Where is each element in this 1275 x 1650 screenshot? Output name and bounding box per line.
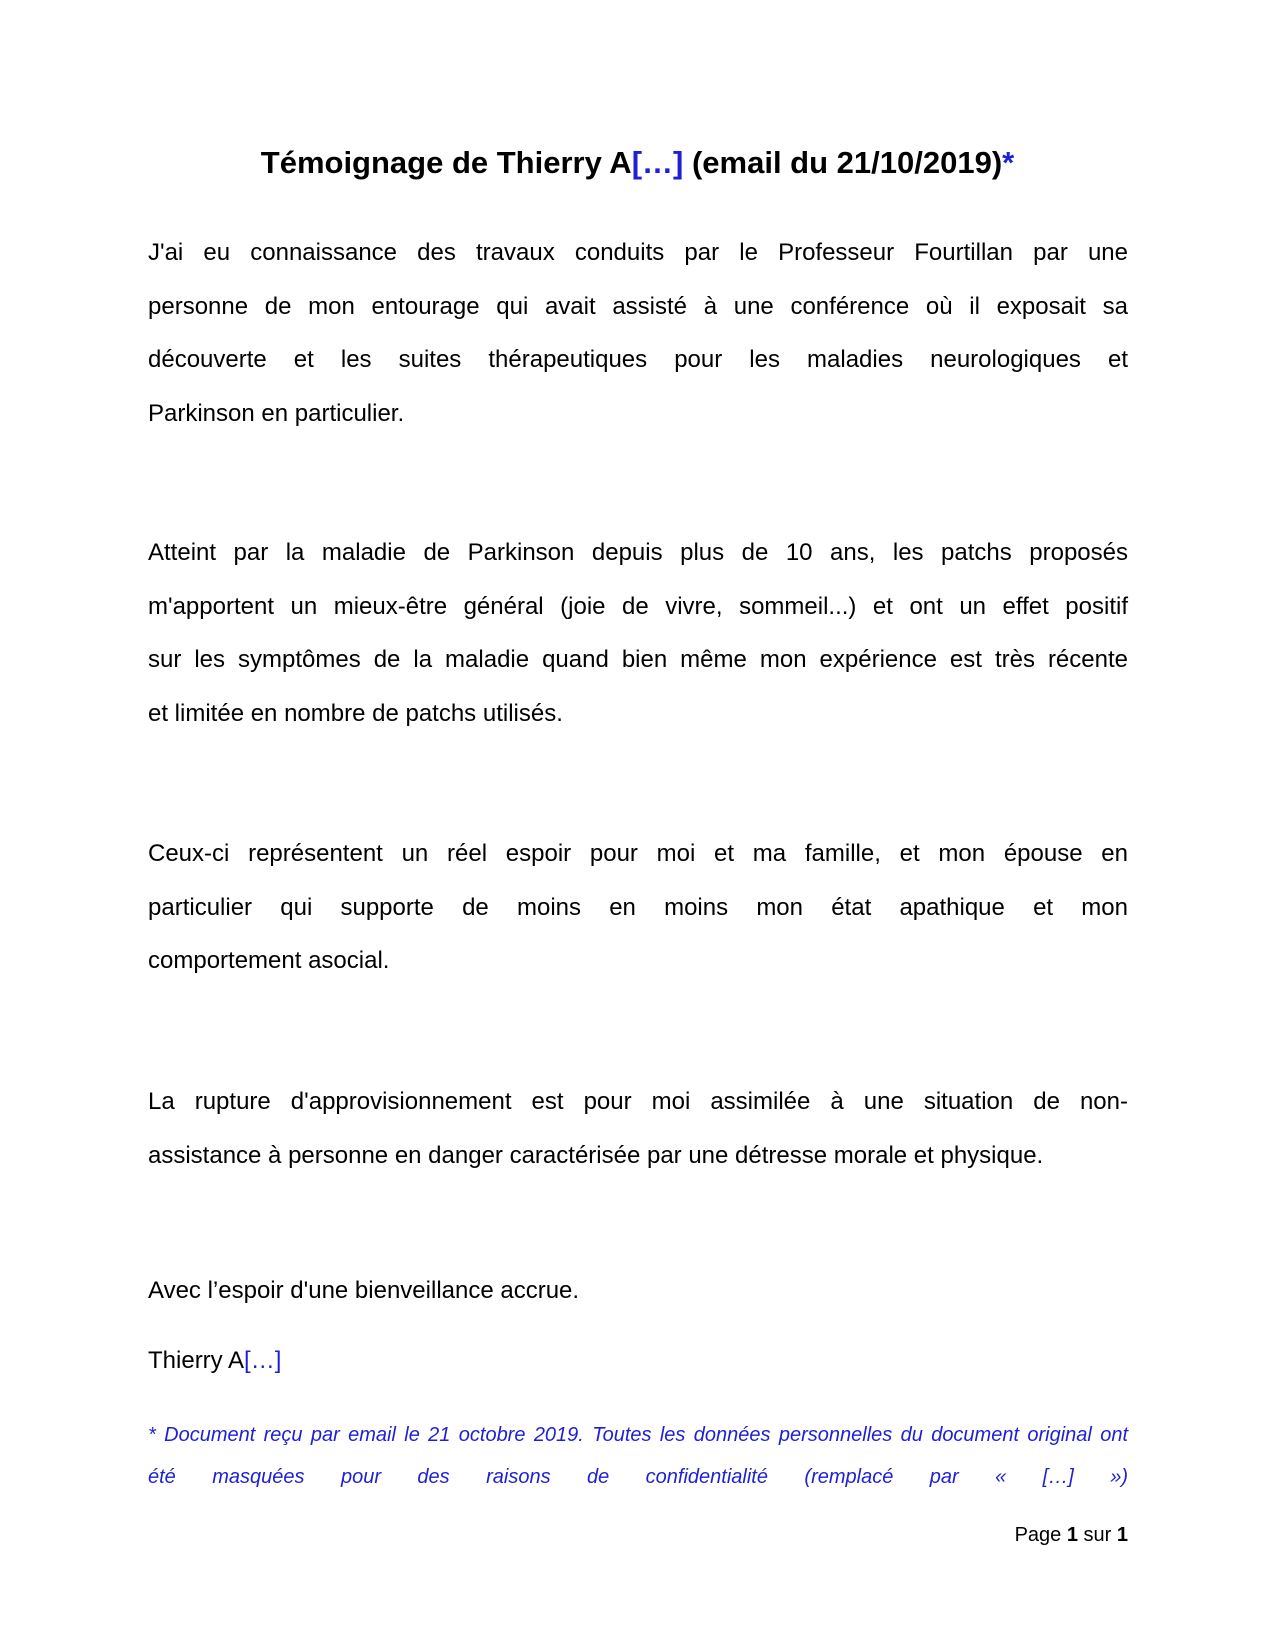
paragraph-line: sur les symptômes de la maladie quand bien même mon expérience est très récente (148, 646, 1128, 673)
paragraph-line: La rupture d'approvisionnement est pour moi assimilée à une situation de non- (148, 1088, 1128, 1115)
paragraph-line: particulier qui supporte de moins en moins mon état apathique et mon (148, 893, 1128, 921)
signature (148, 1341, 281, 1381)
page-number-prefix: Page (1014, 1524, 1067, 1546)
page-number-middle: sur (1077, 1524, 1117, 1546)
paragraph-line: J'ai eu connaissance des travaux conduits par le Professeur Fourtillan par une (148, 239, 1128, 266)
title-redacted: […] (631, 145, 684, 180)
signature-name: Thierry A (148, 1347, 245, 1374)
paragraph-line: assistance à personne en danger caractérisée par une détresse morale et physique. (148, 1141, 1044, 1169)
paragraph-line: Atteint par la maladie de Parkinson depuis plus de 10 ans, les patchs proposés (148, 539, 1128, 566)
paragraph-4 (148, 1075, 1128, 1182)
paragraph-line: Parkinson en particulier. (148, 399, 405, 427)
paragraph-3 (148, 827, 1128, 988)
paragraph-line: comportement asocial. (148, 947, 390, 974)
title-main: Témoignage de Thierry A (260, 145, 632, 180)
paragraph-1 (148, 226, 1128, 440)
page-number (1015, 1520, 1128, 1550)
paragraph-line: personne de mon entourage qui avait assisté à une conférence où il exposait sa (148, 292, 1128, 320)
page-number-total: 1 (1116, 1524, 1128, 1546)
page-number-current: 1 (1066, 1524, 1078, 1546)
title-rest: (email du 21/10/2019) (683, 145, 1003, 180)
title-asterisk: * (1002, 145, 1015, 180)
document-title (0, 143, 1275, 183)
paragraph-line: découverte et les suites thérapeutiques pour les maladies neurologiques et (148, 346, 1128, 373)
footnote (148, 1414, 1128, 1498)
footnote-line: été masquées pour des raisons de confidentialité (remplacé par « […] ») (148, 1466, 1128, 1488)
footnote-line: * Document reçu par email le 21 octobre 2019. Toutes les données personnelles du document original ont (148, 1424, 1128, 1446)
signature-redacted: […] (244, 1347, 282, 1374)
paragraph-line: et limitée en nombre de patchs utilisés. (148, 699, 563, 727)
paragraph-line: m'apportent un mieux-être général (joie de vivre, sommeil...) et ont un effet positif (148, 592, 1128, 620)
paragraph-2 (148, 526, 1128, 740)
closing-line: Avec l’espoir d'une bienveillance accrue. (148, 1277, 580, 1304)
paragraph-line: Ceux-ci représentent un réel espoir pour moi et ma famille, et mon épouse en (148, 840, 1128, 867)
